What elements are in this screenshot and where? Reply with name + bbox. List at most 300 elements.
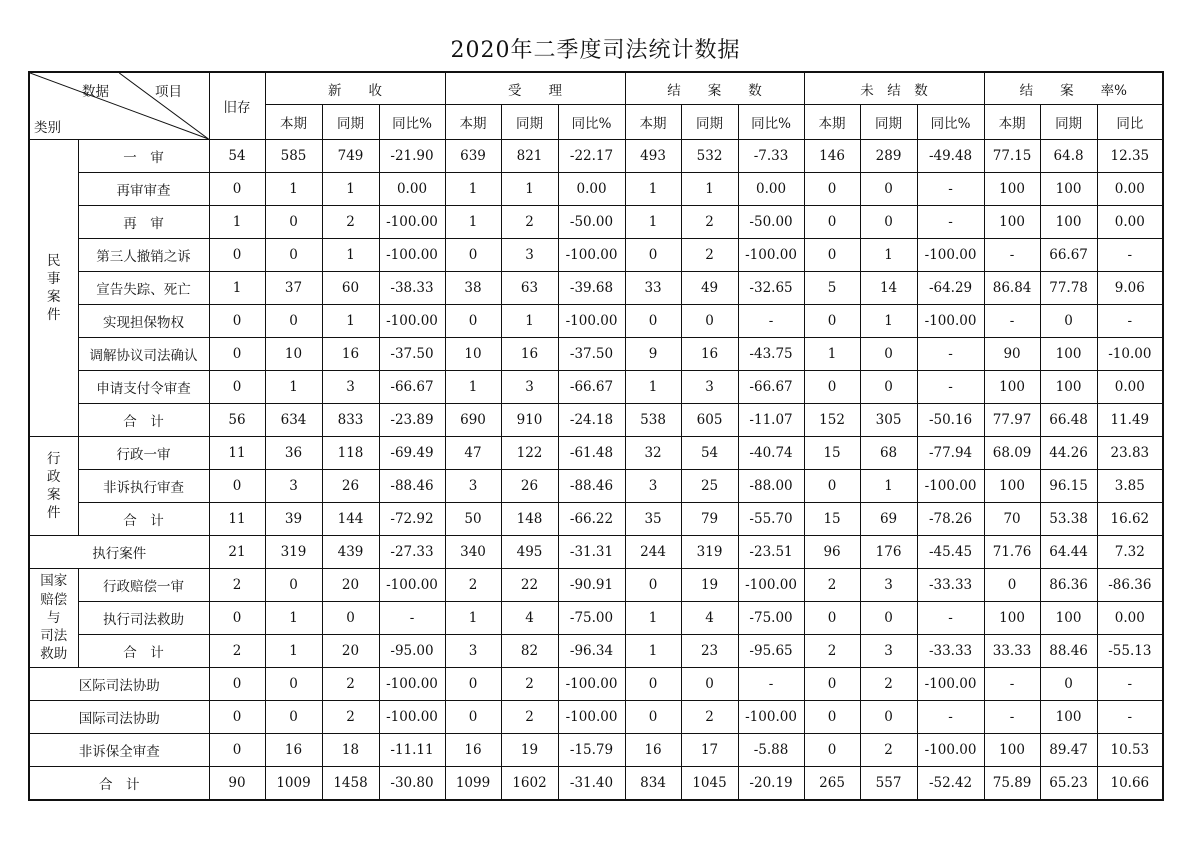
value-cell: - [917,701,984,734]
value-cell: 0.00 [1097,206,1163,239]
value-cell: 0 [445,305,501,338]
value-cell: -100.00 [917,305,984,338]
value-cell: 1458 [322,767,379,801]
value-cell: 60 [322,272,379,305]
value-cell: 0 [860,371,917,404]
old-stock-header: 旧存 [209,72,265,140]
value-cell: 152 [804,404,860,437]
value-cell: 17 [681,734,738,767]
sub-header-cell: 同比% [738,105,804,140]
value-cell: 0 [860,338,917,371]
value-cell: 100 [984,470,1040,503]
value-cell: 75.89 [984,767,1040,801]
value-cell: - [738,668,804,701]
row-name: 合 计 [29,767,209,801]
value-cell: 3 [625,470,681,503]
value-cell: 68.09 [984,437,1040,470]
row-name: 再审审查 [78,173,209,206]
value-cell: 0 [804,371,860,404]
value-cell: 0 [209,701,265,734]
value-cell: 2 [681,206,738,239]
value-cell: 70 [984,503,1040,536]
value-cell: - [917,602,984,635]
value-cell: 1099 [445,767,501,801]
value-cell: 0 [681,305,738,338]
value-cell: 0 [625,668,681,701]
value-cell: 2 [681,701,738,734]
value-cell: 11 [209,503,265,536]
sub-header-cell: 本期 [445,105,501,140]
value-cell: -23.51 [738,536,804,569]
sub-header-cell: 本期 [265,105,322,140]
table-row [29,536,1163,569]
value-cell: 2 [501,668,558,701]
value-cell: 1 [445,371,501,404]
value-cell: -72.92 [379,503,445,536]
value-cell: 0 [209,239,265,272]
value-cell: 10 [265,338,322,371]
row-name: 执行司法救助 [78,602,209,635]
value-cell: 1602 [501,767,558,801]
value-cell: 19 [681,569,738,602]
table-row [29,602,1163,635]
value-cell: 690 [445,404,501,437]
sub-header-cell: 本期 [625,105,681,140]
value-cell: 3 [860,635,917,668]
value-cell: 64.44 [1040,536,1097,569]
value-cell: -40.74 [738,437,804,470]
table-row [29,404,1163,437]
value-cell: 11.49 [1097,404,1163,437]
value-cell: 1 [625,173,681,206]
value-cell: 0 [322,602,379,635]
value-cell: - [984,668,1040,701]
value-cell: -66.22 [558,503,625,536]
value-cell: 2 [209,569,265,602]
value-cell: 0 [265,668,322,701]
table-row [29,635,1163,668]
value-cell: 0 [804,668,860,701]
value-cell: -20.19 [738,767,804,801]
value-cell: 5 [804,272,860,305]
value-cell: 0 [625,305,681,338]
value-cell: -100.00 [379,239,445,272]
table-row [29,437,1163,470]
value-cell: -96.34 [558,635,625,668]
value-cell: 0 [1040,305,1097,338]
value-cell: 0 [209,173,265,206]
value-cell: 36 [265,437,322,470]
row-name: 行政一审 [78,437,209,470]
value-cell: 10.66 [1097,767,1163,801]
table-row [29,734,1163,767]
value-cell: 0 [265,701,322,734]
table-row [29,272,1163,305]
row-name: 申请支付令审查 [78,371,209,404]
value-cell: - [917,371,984,404]
value-cell: 144 [322,503,379,536]
value-cell: 557 [860,767,917,801]
value-cell: -23.89 [379,404,445,437]
value-cell: 0 [804,470,860,503]
diagonal-header-cell [29,72,209,140]
value-cell: 7.32 [1097,536,1163,569]
group-header-unclosed: 未 结 数 [804,72,984,105]
value-cell: 2 [322,701,379,734]
value-cell: 15 [804,437,860,470]
value-cell: 1 [804,338,860,371]
value-cell: 0.00 [1097,173,1163,206]
sub-header-cell: 同期 [1040,105,1097,140]
value-cell: 33.33 [984,635,1040,668]
value-cell: 10.53 [1097,734,1163,767]
row-name: 区际司法协助 [29,668,209,701]
value-cell: 3 [445,470,501,503]
value-cell: 12.35 [1097,140,1163,173]
value-cell: 146 [804,140,860,173]
value-cell: -55.70 [738,503,804,536]
value-cell: 0 [804,602,860,635]
value-cell: 3 [445,635,501,668]
value-cell: -21.90 [379,140,445,173]
value-cell: -64.29 [917,272,984,305]
value-cell: 100 [1040,701,1097,734]
sub-header-cell: 同期 [681,105,738,140]
value-cell: -15.79 [558,734,625,767]
value-cell: -11.11 [379,734,445,767]
value-cell: 86.84 [984,272,1040,305]
value-cell: -88.46 [558,470,625,503]
value-cell: -78.26 [917,503,984,536]
value-cell: 1009 [265,767,322,801]
sub-header-cell: 同期 [322,105,379,140]
value-cell: 0.00 [1097,602,1163,635]
value-cell: -11.07 [738,404,804,437]
value-cell: -37.50 [379,338,445,371]
value-cell: -100.00 [917,470,984,503]
value-cell: 0 [804,206,860,239]
value-cell: 122 [501,437,558,470]
value-cell: 1 [681,173,738,206]
row-name: 行政赔偿一审 [78,569,209,602]
value-cell: 77.97 [984,404,1040,437]
row-name: 一 审 [78,140,209,173]
sub-header-cell: 同比% [917,105,984,140]
value-cell: 14 [860,272,917,305]
value-cell: 0 [804,305,860,338]
value-cell: 2 [322,206,379,239]
value-cell: -100.00 [558,305,625,338]
row-name: 宣告失踪、死亡 [78,272,209,305]
value-cell: 833 [322,404,379,437]
value-cell: 605 [681,404,738,437]
value-cell: 3 [860,569,917,602]
value-cell: 38 [445,272,501,305]
value-cell: -5.88 [738,734,804,767]
value-cell: - [1097,239,1163,272]
value-cell: 0 [265,305,322,338]
value-cell: 2 [501,206,558,239]
diag-data-label: 数据 [82,84,109,100]
value-cell: -38.33 [379,272,445,305]
value-cell: 439 [322,536,379,569]
row-name: 合 计 [78,635,209,668]
value-cell: 834 [625,767,681,801]
value-cell: 0 [445,668,501,701]
value-cell: 0 [804,239,860,272]
value-cell: 100 [1040,371,1097,404]
value-cell: 16 [681,338,738,371]
sub-header-cell: 本期 [804,105,860,140]
value-cell: -39.68 [558,272,625,305]
value-cell: -100.00 [738,569,804,602]
value-cell: 1 [265,602,322,635]
value-cell: 1 [322,239,379,272]
value-cell: -100.00 [558,239,625,272]
value-cell: 47 [445,437,501,470]
value-cell: 16 [265,734,322,767]
value-cell: - [917,338,984,371]
value-cell: 0.00 [1097,371,1163,404]
table-row [29,305,1163,338]
value-cell: 16 [445,734,501,767]
value-cell: - [984,305,1040,338]
value-cell: -77.94 [917,437,984,470]
value-cell: 26 [501,470,558,503]
value-cell: 100 [1040,173,1097,206]
value-cell: 118 [322,437,379,470]
value-cell: 319 [681,536,738,569]
value-cell: 821 [501,140,558,173]
value-cell: -100.00 [379,668,445,701]
row-name: 国际司法协助 [29,701,209,734]
value-cell: 0 [209,470,265,503]
value-cell: 0 [1040,668,1097,701]
value-cell: -33.33 [917,569,984,602]
value-cell: 2 [681,239,738,272]
value-cell: 1 [445,206,501,239]
row-name: 非诉保全审查 [29,734,209,767]
value-cell: 0 [265,569,322,602]
value-cell: - [1097,305,1163,338]
value-cell: 100 [984,206,1040,239]
value-cell: 0 [860,206,917,239]
value-cell: -45.45 [917,536,984,569]
value-cell: 16 [501,338,558,371]
value-cell: 910 [501,404,558,437]
value-cell: 63 [501,272,558,305]
row-name: 调解协议司法确认 [78,338,209,371]
value-cell: 9 [625,338,681,371]
value-cell: 0 [209,338,265,371]
value-cell: -75.00 [558,602,625,635]
value-cell: 0 [209,305,265,338]
value-cell: 22 [501,569,558,602]
value-cell: 585 [265,140,322,173]
value-cell: 71.76 [984,536,1040,569]
value-cell: -50.00 [558,206,625,239]
value-cell: 532 [681,140,738,173]
value-cell: 3 [265,470,322,503]
value-cell: 10 [445,338,501,371]
row-name: 合 计 [78,404,209,437]
value-cell: 89.47 [1040,734,1097,767]
value-cell: 2 [209,635,265,668]
value-cell: -50.16 [917,404,984,437]
table-row [29,668,1163,701]
value-cell: 1 [322,305,379,338]
value-cell: -50.00 [738,206,804,239]
value-cell: 340 [445,536,501,569]
value-cell: 1 [265,635,322,668]
value-cell: - [738,305,804,338]
row-name: 再 审 [78,206,209,239]
value-cell: 54 [681,437,738,470]
value-cell: 56 [209,404,265,437]
value-cell: 0 [209,668,265,701]
row-name: 执行案件 [29,536,209,569]
value-cell: 90 [209,767,265,801]
value-cell: 11 [209,437,265,470]
value-cell: 100 [1040,338,1097,371]
value-cell: 19 [501,734,558,767]
value-cell: 25 [681,470,738,503]
value-cell: 0.00 [379,173,445,206]
value-cell: -55.13 [1097,635,1163,668]
value-cell: 1 [322,173,379,206]
value-cell: 1 [625,206,681,239]
statistics-table [28,71,1164,801]
sub-header-cell: 同期 [501,105,558,140]
value-cell: 0 [804,701,860,734]
value-cell: -66.67 [379,371,445,404]
value-cell: - [984,701,1040,734]
value-cell: 64.8 [1040,140,1097,173]
value-cell: 1 [265,173,322,206]
value-cell: 35 [625,503,681,536]
value-cell: 0 [445,701,501,734]
table-row [29,371,1163,404]
value-cell: 96.15 [1040,470,1097,503]
section-label: 民 事 案 件 [29,140,78,437]
value-cell: 1 [445,602,501,635]
value-cell: -43.75 [738,338,804,371]
value-cell: -27.33 [379,536,445,569]
sub-header-cell: 同比 [1097,105,1163,140]
value-cell: 68 [860,437,917,470]
value-cell: - [379,602,445,635]
value-cell: 9.06 [1097,272,1163,305]
value-cell: 148 [501,503,558,536]
value-cell: 305 [860,404,917,437]
value-cell: -32.65 [738,272,804,305]
value-cell: 2 [501,701,558,734]
value-cell: -100.00 [379,206,445,239]
value-cell: -100.00 [738,701,804,734]
value-cell: 0 [804,734,860,767]
table-row [29,140,1163,173]
value-cell: 23 [681,635,738,668]
value-cell: 0 [445,239,501,272]
value-cell: 86.36 [1040,569,1097,602]
value-cell: 50 [445,503,501,536]
value-cell: - [917,173,984,206]
value-cell: 2 [804,569,860,602]
value-cell: 65.23 [1040,767,1097,801]
group-header-new: 新 收 [265,72,445,105]
value-cell: 2 [322,668,379,701]
sub-header-cell: 同期 [860,105,917,140]
table-row [29,569,1163,602]
value-cell: -22.17 [558,140,625,173]
value-cell: 23.83 [1097,437,1163,470]
section-label: 行 政 案 件 [29,437,78,536]
value-cell: 634 [265,404,322,437]
value-cell: -90.91 [558,569,625,602]
value-cell: 639 [445,140,501,173]
value-cell: 100 [1040,602,1097,635]
value-cell: 1 [209,272,265,305]
value-cell: 0 [860,701,917,734]
value-cell: -86.36 [1097,569,1163,602]
value-cell: 4 [501,602,558,635]
value-cell: 82 [501,635,558,668]
value-cell: -61.48 [558,437,625,470]
value-cell: 44.26 [1040,437,1097,470]
value-cell: -31.40 [558,767,625,801]
value-cell: 176 [860,536,917,569]
value-cell: - [917,206,984,239]
value-cell: -30.80 [379,767,445,801]
value-cell: 0 [265,239,322,272]
value-cell: 15 [804,503,860,536]
value-cell: -95.00 [379,635,445,668]
sub-header-cell: 本期 [984,105,1040,140]
value-cell: -31.31 [558,536,625,569]
value-cell: 0 [625,701,681,734]
value-cell: 0 [984,569,1040,602]
value-cell: - [1097,668,1163,701]
table-row [29,470,1163,503]
value-cell: -49.48 [917,140,984,173]
table-row [29,701,1163,734]
value-cell: 0 [209,602,265,635]
value-cell: 0 [265,206,322,239]
value-cell: -100.00 [379,701,445,734]
value-cell: 1 [860,470,917,503]
value-cell: - [1097,701,1163,734]
page-title: 2020年二季度司法统计数据 [450,38,741,63]
value-cell: 16 [625,734,681,767]
table-row [29,206,1163,239]
value-cell: 1 [625,371,681,404]
value-cell: 2 [860,734,917,767]
value-cell: 1 [625,602,681,635]
value-cell: 66.67 [1040,239,1097,272]
value-cell: 1 [860,305,917,338]
row-name: 实现担保物权 [78,305,209,338]
row-name: 非诉执行审查 [78,470,209,503]
value-cell: -75.00 [738,602,804,635]
row-name: 合 计 [78,503,209,536]
value-cell: 16.62 [1097,503,1163,536]
value-cell: -10.00 [1097,338,1163,371]
value-cell: 289 [860,140,917,173]
value-cell: -52.42 [917,767,984,801]
value-cell: 0 [804,173,860,206]
value-cell: 53.38 [1040,503,1097,536]
value-cell: 1 [501,305,558,338]
